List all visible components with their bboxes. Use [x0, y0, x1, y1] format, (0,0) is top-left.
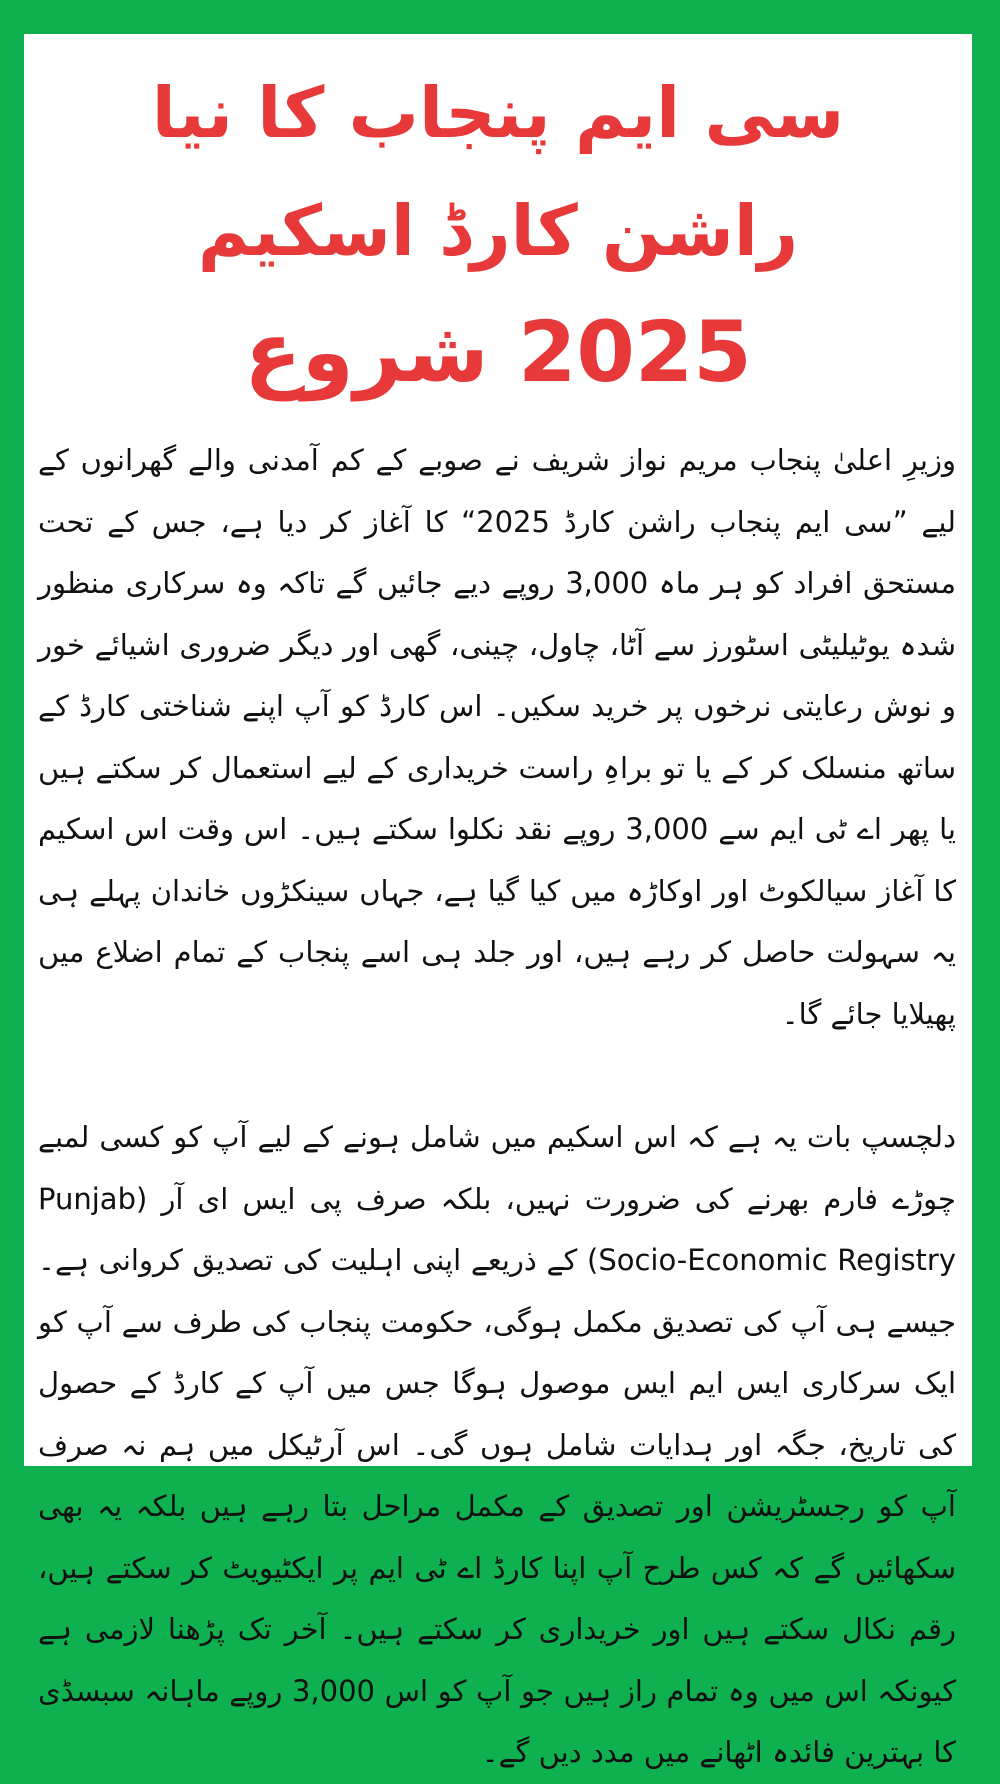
details-paragraph: دلچسپ بات یہ ہے کہ اس اسکیم میں شامل ہونے کے لیے آپ کو کسی لمبے چوڑے فارم بھرنے کی ضرورت نہیں، بلکہ صرف پی ایس ای آر (Punjab Socio-Economic Registry) کے ذریعے اپنی اہلیت کی تصدیق کروانی ہے۔ جیسے ہی آپ کی تصدیق مکمل ہوگی، حکومت پنجاب کی طرف سے آپ کو ایک سرکاری ایس ایم ایس موصول ہوگا جس میں آپ کے کارڈ کے حصول کی تاریخ، جگہ اور ہدایات شامل ہوں گی۔ اس آرٹیکل میں ہم نہ صرف آپ کو رجسٹریشن اور تصدیق کے مکمل مراحل بتا رہے ہیں بلکہ یہ بھی سکھائیں گے کہ کس طرح آپ اپنا کارڈ اے ٹی ایم پر ایکٹیویٹ کر سکتے ہیں، رقم نکال سکتے ہیں اور خریداری کر سکتے ہیں۔ آخر تک پڑھنا لازمی ہے کیونکہ اس میں وہ تمام راز ہیں جو آپ کو اس 3,000 روپے ماہانہ سبسڈی کا بہترین فائدہ اٹھانے میں مدد دیں گے۔ — [38, 1120, 957, 1769]
headline-line-1: سی ایم پنجاب کا نیا راشن کارڈ اسکیم — [151, 72, 845, 272]
intro-paragraph: وزیرِ اعلیٰ پنجاب مریم نواز شریف نے صوبے کے کم آمدنی والے گھرانوں کے لیے ”سی ایم پنجاب راشن کارڈ 2025“ کا آغاز کر دیا ہے، جس کے تحت مستحق افراد کو ہر ماہ 3,000 روپے دیے جائیں گے تاکہ وہ سرکاری منظور شدہ یوٹیلیٹی اسٹورز سے آٹا، چاول، چینی، گھی اور دیگر ضروری اشیائے خور و نوش رعایتی نرخوں پر خرید سکیں۔ اس کارڈ کو آپ اپنے شناختی کارڈ کے ساتھ منسلک کر کے یا تو براہِ راست خریداری کے لیے استعمال کر سکتے ہیں یا پھر اے ٹی ایم سے 3,000 روپے نقد نکلوا سکتے ہیں۔ اس وقت اس اسکیم کا آغاز سیالکوٹ اور اوکاڑہ میں کیا گیا ہے، جہاں سینکڑوں خاندان پہلے ہی یہ سہولت حاصل کر رہے ہیں، اور جلد ہی اسے پنجاب کے تمام اضلاع میں پھیلایا جائے گا۔ — [38, 443, 957, 1031]
article-card — [24, 34, 972, 1769]
headline-line-2: 2025 شروع — [244, 303, 752, 401]
